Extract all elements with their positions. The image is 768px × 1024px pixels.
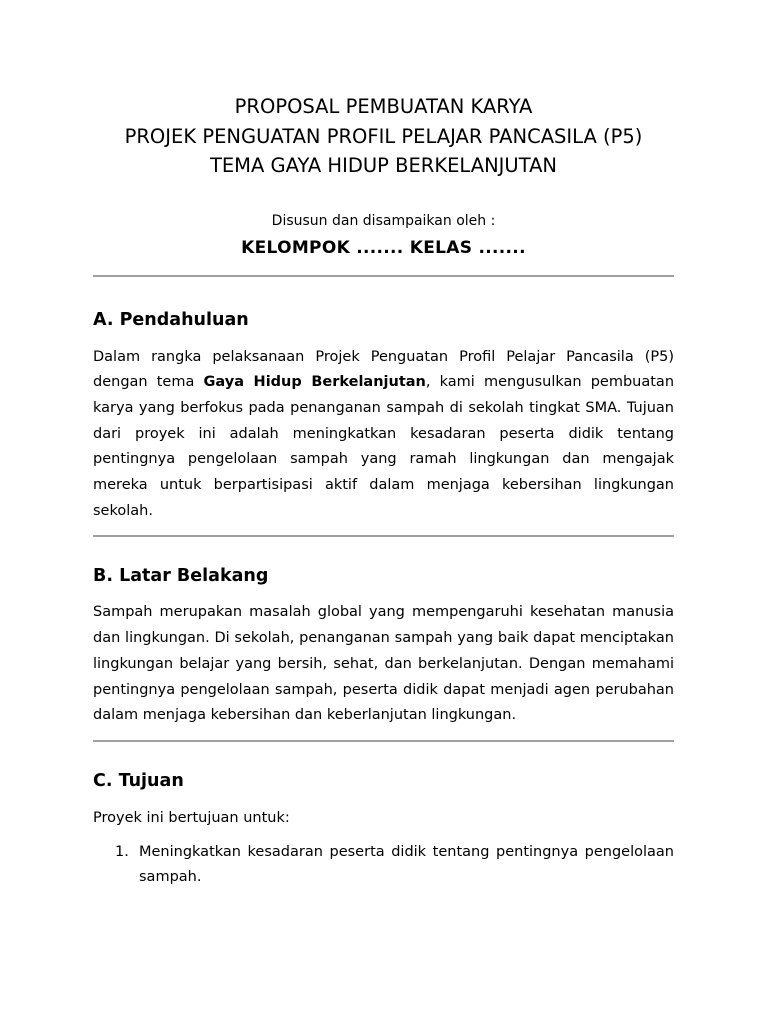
section-a-text-start: Dalam rangka pelaksanaan Projek Penguatan Profil Pelajar Pancasila (P5) dengan tema (93, 348, 674, 391)
list-item-text: Meningkatkan kesadaran peserta didik tentang pentingnya pengelolaan sampah. (139, 843, 674, 886)
goals-list (93, 840, 674, 891)
section-c-heading: C. Tujuan (93, 770, 184, 791)
group-class-line: KELOMPOK ....... KELAS ....... (241, 237, 526, 258)
divider (93, 275, 674, 277)
title-line-3: TEMA GAYA HIDUP BERKELANJUTAN (209, 154, 558, 177)
section-a-theme-bold: Gaya Hidup Berkelanjutan (203, 374, 426, 391)
section-a-heading: A. Pendahuluan (93, 309, 249, 330)
document-title (93, 92, 674, 181)
submitted-by-label: Disusun dan disampaikan oleh : (271, 212, 496, 229)
section-b-paragraph: Sampah merupakan masalah global yang mempengaruhi kesehatan manusia dan lingkungan. Di sekolah, penanganan sampah yang baik dapat menciptakan lingkungan belajar yang bersih, sehat, dan berkelanjutan. Dengan memahami pentingnya pengelolaan sampah, peserta didik dapat menjadi agen perubahan dalam menjaga kebersihan dan keberlanjutan lingkungan. (93, 604, 674, 724)
section-b-heading: B. Latar Belakang (93, 566, 269, 587)
document-content (93, 92, 674, 891)
section-a-text-end: , kami mengusulkan pembuatan karya yang berfokus pada penanganan sampah di sekolah tingkat SMA. Tujuan dari proyek ini adalah meningkatkan kesadaran peserta didik tentang pentingnya pengelolaan sampah yang ramah lingkungan dan mengajak mereka untuk berpartisipasi aktif dalam menjaga kebersihan lingkungan sekolah. (93, 374, 675, 519)
title-line-1: PROPOSAL PEMBUATAN KARYA (234, 95, 533, 118)
divider (93, 535, 674, 537)
list-item-number: 1. (115, 843, 129, 860)
section-a-paragraph (93, 345, 674, 525)
list-item (93, 840, 674, 891)
title-line-2: PROJEK PENGUATAN PROFIL PELAJAR PANCASILA (P5) (124, 124, 643, 148)
divider (93, 740, 674, 742)
section-c-intro: Proyek ini bertujuan untuk: (93, 809, 290, 826)
